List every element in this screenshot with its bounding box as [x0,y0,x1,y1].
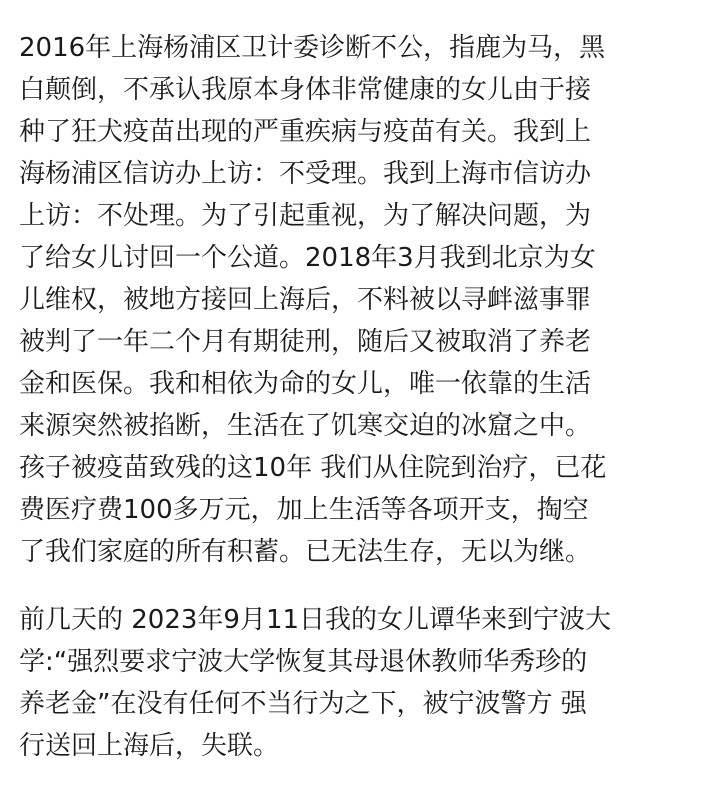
text-line: 2016年上海杨浦区卫计委诊断不公，指鹿为马，黑 [19,33,606,63]
text-line: 了给女儿讨回一个公道。2018年3月我到北京为女 [19,243,596,273]
text-line: 来源突然被掐断，生活在了饥寒交迫的冰窟之中。 [19,411,592,441]
text-line: 被判了一年二个月有期徒刑，随后又被取消了养老 [19,327,592,357]
text-line: 种了狂犬疫苗出现的严重疾病与疫苗有关。我到上 [19,117,592,147]
text-line: 养老金”在没有任何不当行为之下，被宁波警方 强 [19,689,587,719]
text-line: 金和医保。我和相依为命的女儿，唯一依靠的生活 [19,369,592,399]
text-line: 孩子被疫苗致残的这10年 我们从住院到治疗，已花 [19,453,607,483]
text-line: 前几天的 2023年9月11日我的女儿谭华来到宁波大 [19,605,612,635]
text-line: 白颠倒，不承认我原本身体非常健康的女儿由于接 [19,75,592,105]
text-line: 海杨浦区信访办上访：不受理。我到上海市信访办 [19,159,592,189]
text-line: 上访：不处理。为了引起重视，为了解决问题，为 [19,201,592,231]
text-line: 学:“强烈要求宁波大学恢复其母退休教师华秀珍的 [19,647,588,677]
text-line: 了我们家庭的所有积蓄。已无法生存，无以为继。 [19,537,592,567]
text-line: 费医疗费100多万元，加上生活等各项开支，掏空 [19,495,589,525]
text-line: 行送回上海后，失联。 [19,731,280,761]
text-line: 儿维权，被地方接回上海后，不料被以寻衅滋事罪 [19,285,592,315]
